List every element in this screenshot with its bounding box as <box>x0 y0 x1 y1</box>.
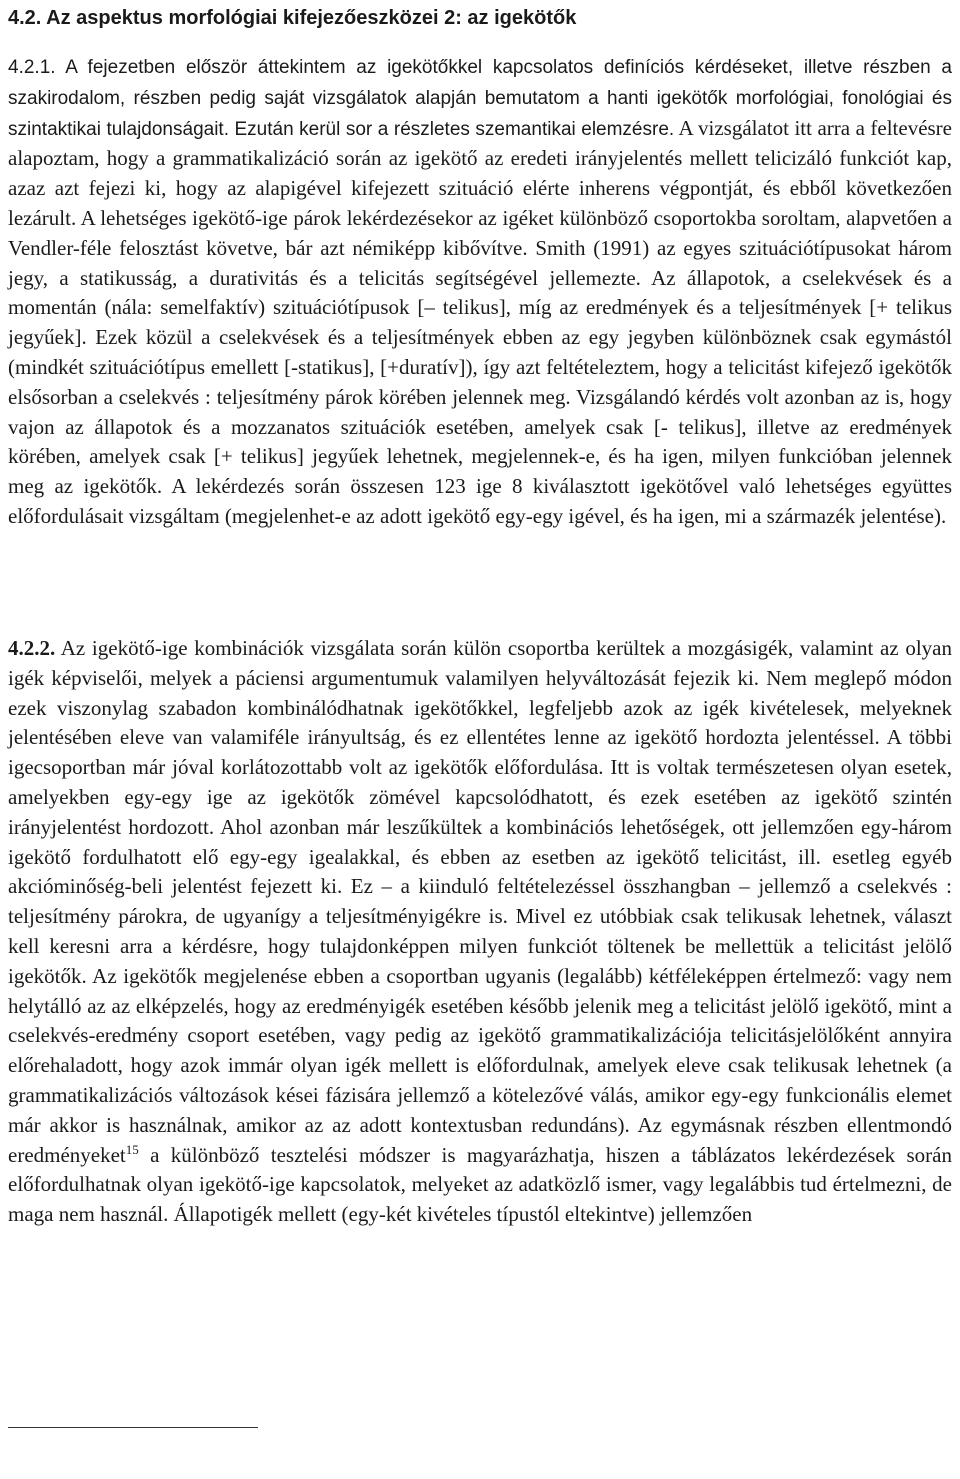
section-heading: 4.2. Az aspektus morfológiai kifejezőeszközei 2: az igekötők <box>8 7 577 29</box>
paragraph-4-2-1 <box>8 52 952 532</box>
paragraph-4-2-2 <box>8 634 952 1230</box>
paragraph-number: 4.2.1. <box>8 57 56 78</box>
paragraph-serif-text: A vizsgálatot itt arra a feltevésre alapoztam, hogy a grammatikalizáció során az igekötő az eredeti irányjelentés mellett telicizáló funkciót kap, azaz azt fejezi ki, hogy az alapigével kifejezett szituáció elérte inherens végpontját, és ebből következően lezárult. A lehetséges igekötő-ige párok lekérdezésekor az igéket különböző csoportokba soroltam, alapvetően a Vendler-féle felosztást követve, bár azt némiképp kibővítve. Smith (1991) az egyes szituációtípusokat három jegy, a statikusság, a durativitás és a telicitás segítségével jellemezte. Az állapotok, a cselekvések és a momentán (nála: semelfaktív) szituációtípusok [– telikus], míg az eredmények és a teljesítmények [+ telikus jegyűek]. Ezek közül a cselekvések és a teljesítmények ebben az egy jegyben különböznek csak egymástól (mindkét szituációtípus emellett [-statikus], [+duratív]), így azt feltételeztem, hogy a telicitást kifejező igekötők elsősorban a cselekvés : teljesítmény párok körében jelennek meg. Vizsgálandó kérdés volt azonban az is, hogy vajon az állapotok és a mozzanatos szituációk esetében, amelyek csak [- telikus], illetve az eredmények körében, amelyek csak [+ telikus] jegyűek lehetnek, megjelennek-e, és ha igen, milyen funkcióban jelennek meg az igekötők. A lekérdezés során összesen 123 ige 8 kiválasztott igekötővel való lehetséges együttes előfordulásait vizsgáltam (megjelenhet-e az adott igekötő egy-egy igével, és ha igen, mi a származék jelentése). <box>8 115 952 528</box>
footnote-separator <box>8 1427 258 1428</box>
paragraph-sans-text: A fejezetben először áttekintem az igekötőkkel kapcsolatos definíciós kérdéseket, illetve részben a szakirodalom, részben pedig saját vizsgálatok alapján bemutatom a hanti igekötők morfológiai, fonológiai és szintaktikai tulajdonságait. Ezután kerül sor a részletes szemantikai elemzésre. <box>8 57 952 140</box>
footnote-reference: 15 <box>125 1141 139 1157</box>
paragraph-text-part-a: Az igekötő-ige kombinációk vizsgálata során külön csoportba kerültek a mozgásigék, valamint az olyan igék képviselői, melyek a páciensi argumentumuk valamilyen helyváltozását fejezik ki. Nem meglepő módon ezek viszonylag szabadon kombinálódhatnak igekötőkkel, legfeljebb azok az igék kivételesek, melyeknek jelentésében eleve van valamiféle irányultság, és ez ellentétes lenne az igekötő hordozta jelentéssel. A többi igecsoportban már jóval korlátozottabb volt az igekötők előfordulása. Itt is voltak természetesen olyan esetek, amelyekben egy-egy ige az igekötők zömével kapcsolódhatott, és ezek esetében az igekötő szintén irányjelentést hordozott. Ahol azonban már leszűkültek a kombinációs lehetőségek, ott jellemzően egy-három igekötő fordulhatott elő egy-egy igealakkal, és ebben az esetben az igekötő telicitást, ill. esetleg egyéb akcióminőség-beli jelentést fejezett ki. Ez – a kiinduló feltételezéssel összhangban – jellemző a cselekvés : teljesítmény párokra, de ugyanígy a teljesítményigékre is. Mivel ez utóbbiak csak telikusak lehetnek, választ kell keresni arra a kérdésre, hogy tulajdonképpen milyen funkciót töltenek be mellettük a telicitást jelölő igekötők. Az igekötők megjelenése ebben a csoportban ugyanis (legalább) kétféleképpen értelmező: vagy nem helytálló az az elképzelés, hogy az eredményigék esetében később jelenik meg a telicitást jelölő igekötő, mint a cselekvés-eredmény csoport esetében, vagy pedig az igekötő grammatikalizációja telicitásjelölőként annyira előrehaladott, hogy azok immár olyan igék mellett is előfordulnak, amelyek eleve csak telikusak lehetnek (a grammatikalizációs változások kései fázisára jellemző a kötelezővé válás, amikor egy-egy funkcionális elemet már akkor is használnak, amikor az az adott kontextusban redundáns). Az egymásnak részben ellentmondó eredményeket <box>8 636 952 1167</box>
paragraph-text-part-b: a különböző tesztelési módszer is magyarázhatja, hiszen a táblázatos lekérdezések során előfordulhatnak olyan igekötő-ige kapcsolatok, melyeket az adatközlő ismer, vagy legalábbis tud értelmezni, de maga nem használ. Állapotigék mellett (egy-két kivételes típustól eltekintve) jellemzően <box>8 1142 952 1227</box>
paragraph-number: 4.2.2. <box>8 636 56 660</box>
